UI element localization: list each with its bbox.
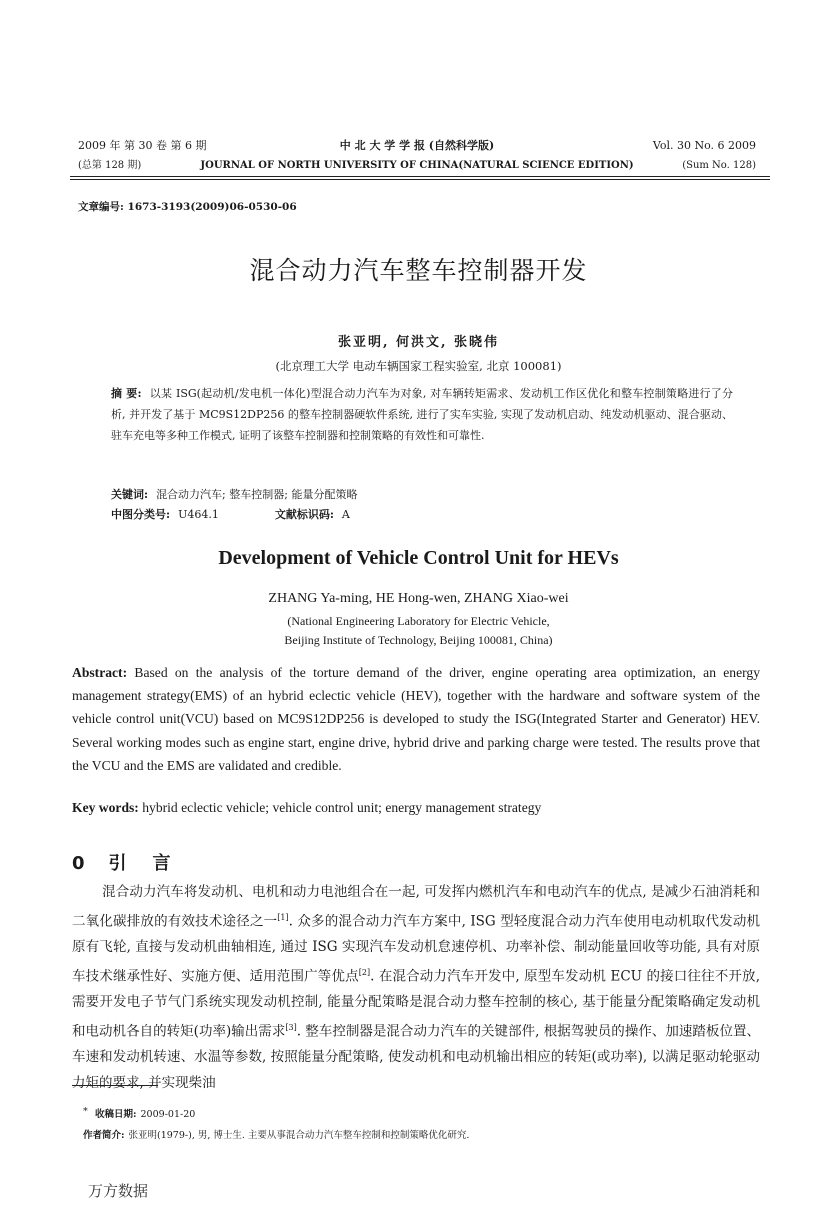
- received-date: 2009-01-20: [140, 1109, 196, 1120]
- section-title-part-1: 引: [108, 853, 127, 874]
- body-text-d: . 整车控制器是混合动力汽车的关键部件, 根据驾驶员的操作、加速踏板位置、车速和发动机转速、水温等参数, 按照能量分配策略, 使发动机和电动机输出相应的转矩(或功率), 以满足驱动轮驱动力矩的要求, 并实现柴油: [72, 1023, 760, 1091]
- english-keywords: [72, 800, 541, 816]
- english-keywords-label: Key words:: [72, 800, 139, 815]
- chinese-keywords: [111, 486, 357, 502]
- journal-name-en: JOURNAL OF NORTH UNIVERSITY OF CHINA(NATURAL SCIENCE EDITION): [200, 160, 634, 171]
- section-title-part-2: 言: [152, 853, 171, 874]
- issue-info-en: Vol. 30 No. 6 2009: [652, 139, 756, 152]
- introduction-paragraph: [72, 880, 760, 1096]
- chinese-keywords-label: 关键词:: [111, 488, 149, 501]
- class-number-value: U464.1: [178, 508, 219, 521]
- english-affiliation-line-2: Beijing Institute of Technology, Beijing 100081, China): [284, 633, 553, 647]
- footnote-author: [83, 1127, 469, 1141]
- chinese-abstract-text: 以某 ISG(起动机/发电机一体化)型混合动力汽车为对象, 对车辆转矩需求、发动机工作区优化和整车控制策略进行了分析, 并开发了基于 MC9S12DP256 的整车控制器硬软件系统, 进行了实车实验, 实现了发动机启动、纯发动机驱动、混合驱动、驻车充电等多种工作模式, 证明了该整车控制器和控制策略的有效性和可靠性.: [111, 387, 733, 442]
- issue-info-cn: 2009 年 第 30 卷 第 6 期: [78, 139, 207, 152]
- chinese-affiliation: (北京理工大学 电动车辆国家工程实验室, 北京 100081): [275, 359, 562, 373]
- footnote-rule: [72, 1085, 158, 1086]
- document-code-label: 文献标识码:: [274, 508, 334, 521]
- english-abstract-text: Based on the analysis of the torture demand of the driver, engine operating area optimization, an energy management strategy(EMS) of an hybrid eclectic vehicle (HEV), together with the hardware and software system of the vehicle control unit(VCU) based on MC9S12DP256 is developed to study the ISG(Integrated Starter and Generator) HEV. Several working modes such as engine start, engine drive, hybrid drive and parking charge were tested. The results prove that the VCU and the EMS are validated and credible.: [72, 665, 760, 773]
- english-abstract: [72, 661, 760, 777]
- section-heading: [72, 849, 171, 875]
- chinese-keywords-text: 混合动力汽车; 整车控制器; 能量分配策略: [156, 488, 358, 501]
- citation-1: [1]: [277, 913, 289, 923]
- chinese-authors: 张亚明, 何洪文, 张晓伟: [337, 335, 500, 350]
- chinese-title: 混合动力汽车整车控制器开发: [249, 256, 588, 285]
- class-number-label: 中图分类号:: [111, 508, 171, 521]
- english-keywords-text: hybrid eclectic vehicle; vehicle control unit; energy management strategy: [142, 800, 542, 815]
- classification-line: [111, 506, 350, 522]
- section-number: 0: [72, 853, 85, 874]
- english-affiliation-line-1: (National Engineering Laboratory for Electric Vehicle,: [287, 614, 550, 628]
- body-text-b: . 众多的混合动力汽车方案中, ISG 型轻度混合动力汽车使用电动机取代发动机原有飞轮, 直接与发动机曲轴相连, 通过 ISG 实现汽车发动机怠速停机、功率补偿、制动能量回收等功能, 具有对原车技术继承性好、实施方便、适用范围广等优点: [72, 913, 760, 985]
- document-code-value: A: [341, 508, 350, 521]
- citation-2: [2]: [358, 968, 371, 978]
- received-label: 收稿日期:: [95, 1109, 137, 1120]
- header-rule-bottom: [70, 179, 770, 180]
- footnote-received: [83, 1106, 196, 1120]
- english-title: Development of Vehicle Control Unit for HEVs: [218, 547, 619, 569]
- total-issue-en: (Sum No. 128): [682, 160, 756, 171]
- journal-name-cn: 中 北 大 学 学 报 (自然科学版): [339, 139, 495, 152]
- body-text-c: . 在混合动力汽车开发中, 原型车发动机 ECU 的接口往往不开放, 需要开发电子节气门系统实现发动机控制, 能量分配策略是混合动力整车控制的核心, 基于能量分配策略确定发动机和电动机各自的转矩(功率)输出需求: [72, 968, 760, 1040]
- header-rule-top: [70, 176, 770, 177]
- total-issue-cn: (总第 128 期): [78, 160, 142, 171]
- english-abstract-label: Abstract:: [72, 665, 128, 680]
- chinese-abstract-label: 摘 要:: [111, 387, 142, 400]
- author-bio-label: 作者简介:: [83, 1130, 125, 1141]
- footnote-star: *: [83, 1106, 88, 1117]
- english-authors: ZHANG Ya-ming, HE Hong-wen, ZHANG Xiao-wei: [268, 591, 569, 606]
- body-text-a: 混合动力汽车将发动机、电机和动力电池组合在一起, 可发挥内燃机汽车和电动汽车的优点, 是减少石油消耗和二氧化碳排放的有效技术途径之一: [72, 884, 760, 930]
- chinese-abstract: [111, 383, 733, 446]
- wanfang-logo: 万方数据: [88, 1182, 149, 1200]
- author-bio-text: 张亚明(1979-), 男, 博士生. 主要从事混合动力汽车整车控制和控制策略优化研究.: [128, 1130, 470, 1141]
- article-number: 文章编号: 1673-3193(2009)06-0530-06: [78, 201, 297, 213]
- citation-3: [3]: [285, 1023, 297, 1033]
